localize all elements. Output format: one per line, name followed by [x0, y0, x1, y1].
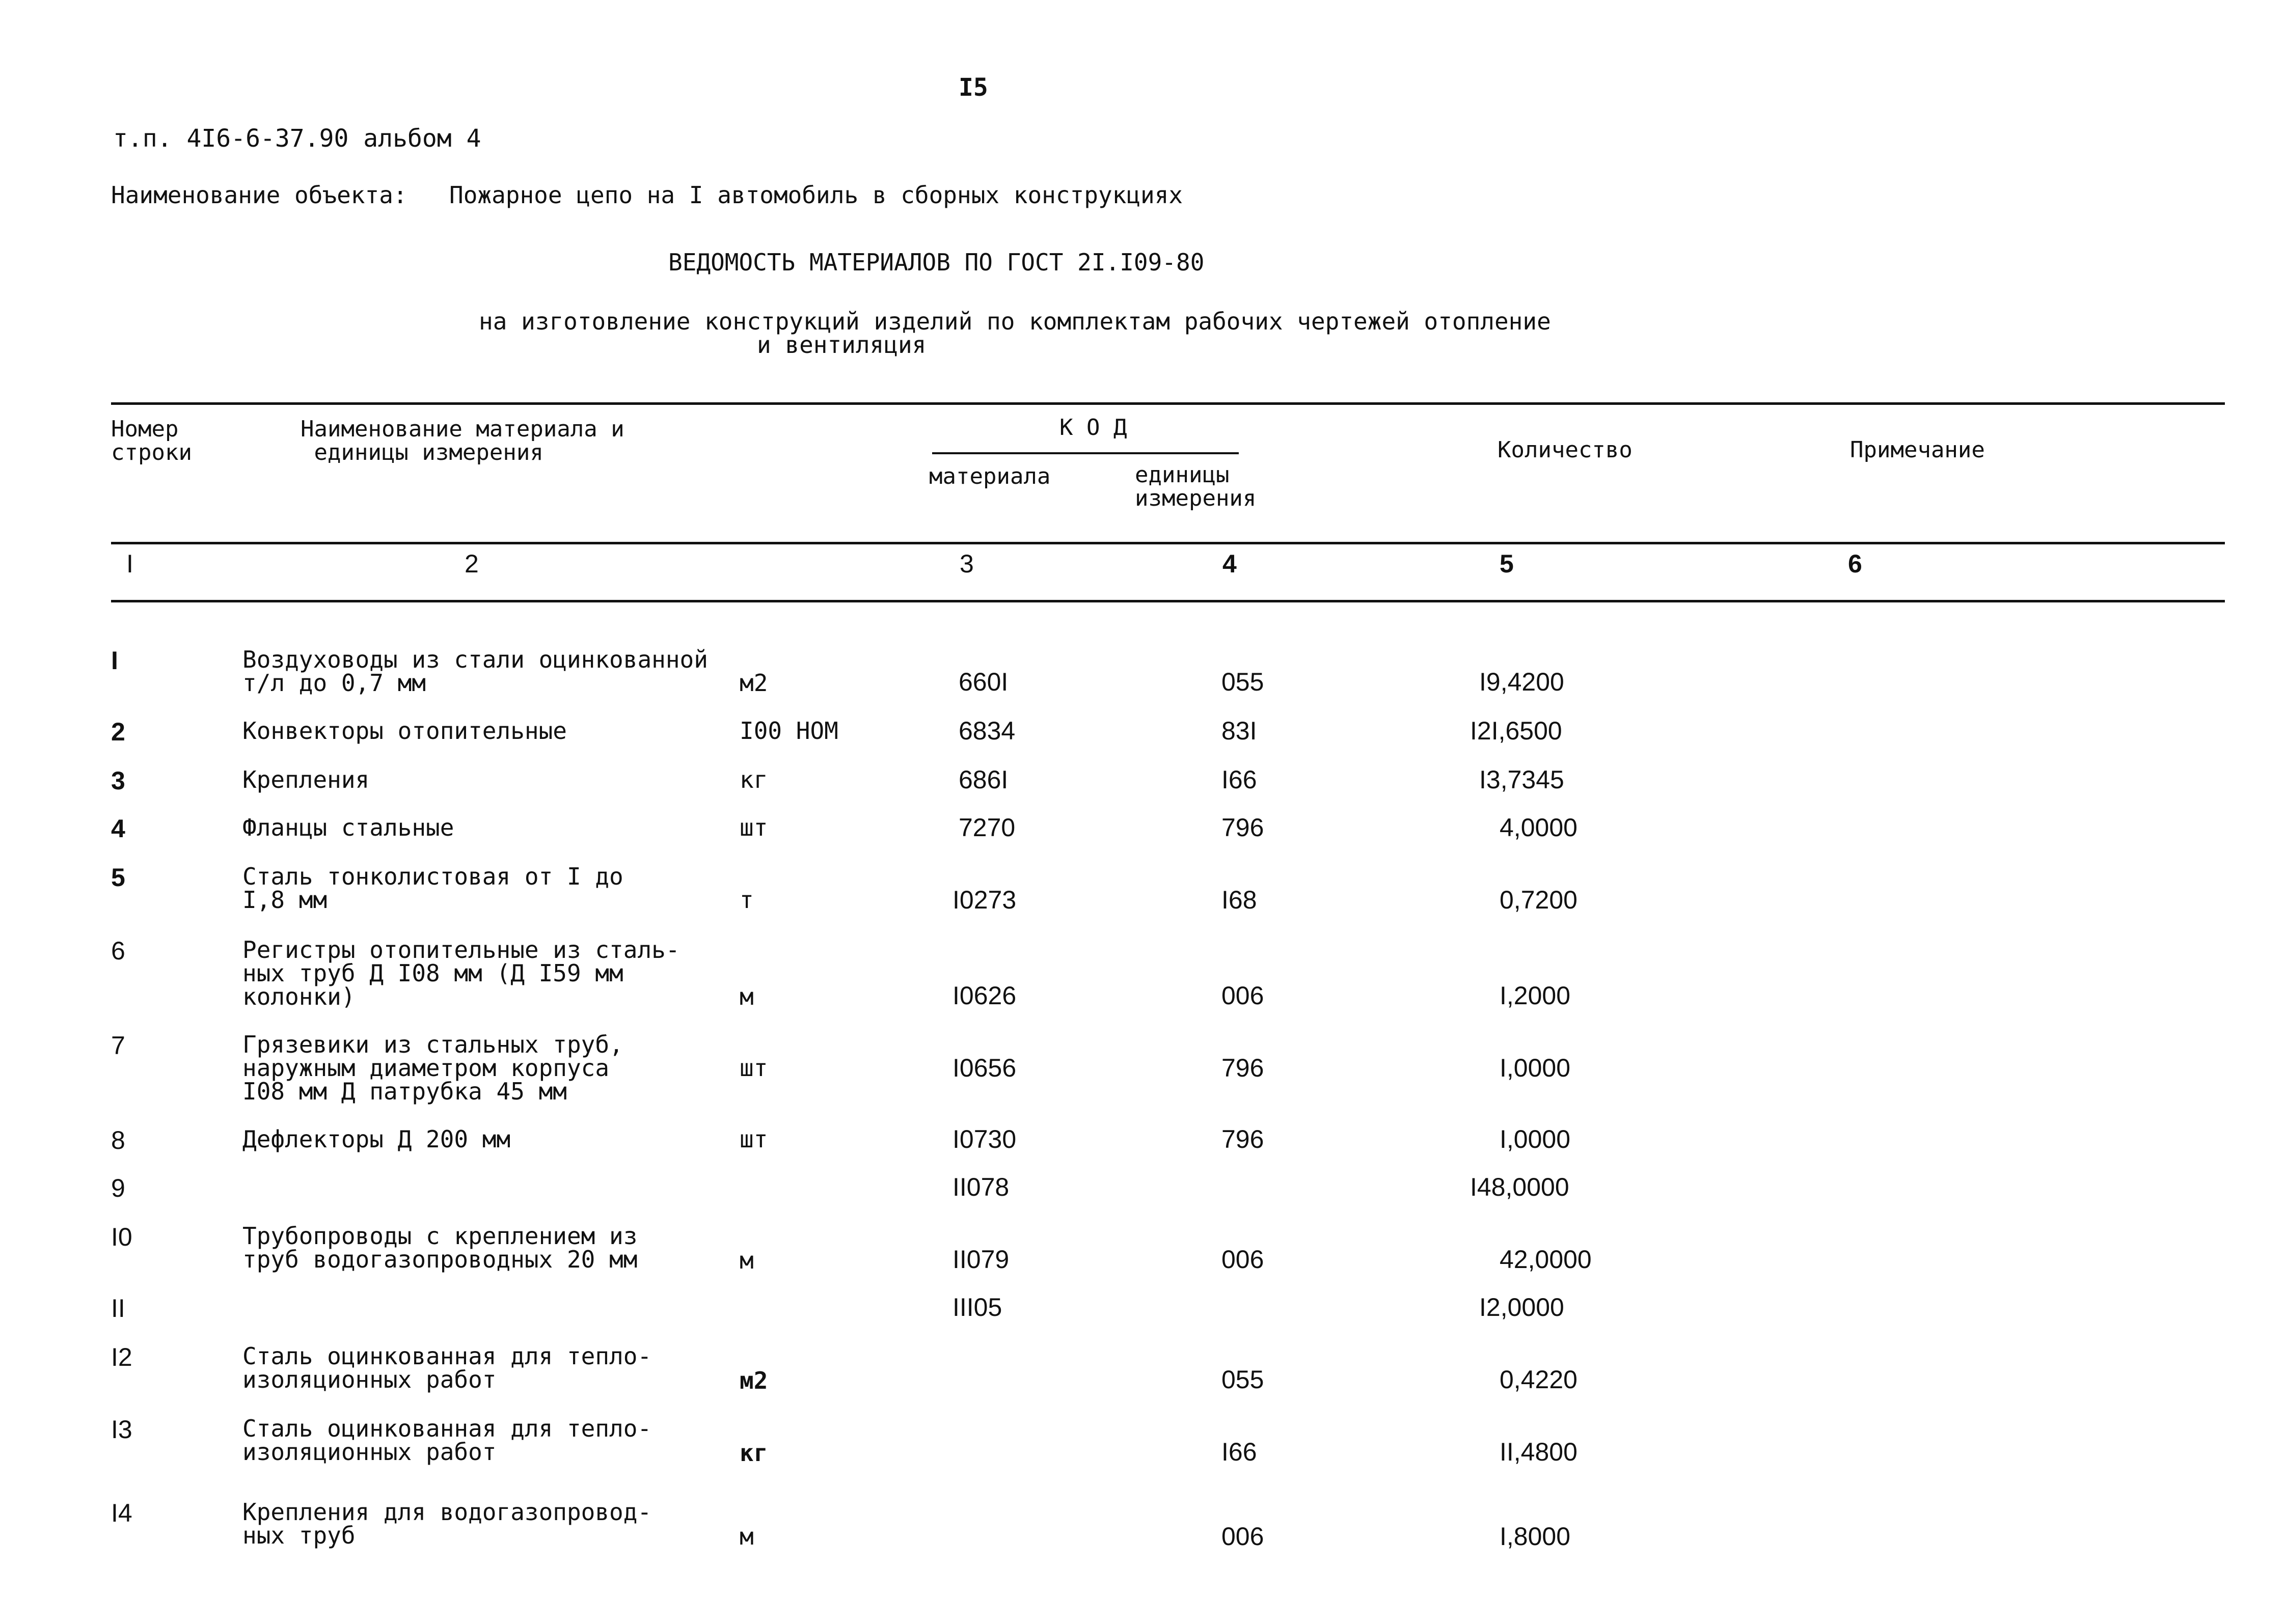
row-number: 6: [111, 937, 125, 965]
column-number-1: I: [126, 549, 133, 578]
row-quantity: I9,4200: [1479, 668, 1564, 696]
row-unit-code: 006: [1221, 981, 1264, 1010]
row-number: II: [111, 1294, 125, 1323]
row-material-code: II078: [953, 1173, 1010, 1201]
object-name: Пожарное цепо на I автомобиль в сборных конструкциях: [449, 181, 1183, 209]
column-number-3: 3: [960, 549, 974, 578]
row-material-name: Сталь оцинкованная для тепло- изоляционных работ: [242, 1415, 652, 1466]
row-unit-code: I68: [1221, 886, 1257, 914]
row-number: I0: [111, 1223, 132, 1251]
row-number: I: [111, 646, 118, 675]
row-unit: м2: [740, 669, 768, 697]
row-material-code: I0730: [953, 1125, 1017, 1153]
row-material-code: 7270: [959, 813, 1016, 842]
row-unit: кг: [740, 1439, 768, 1467]
row-unit: т: [740, 886, 754, 914]
document-subtitle-line1: на изготовление конструкций изделий по комплектам рабочих чертежей отопление: [479, 308, 1551, 335]
row-unit: м: [740, 1523, 754, 1550]
row-unit: шт: [740, 1125, 768, 1153]
row-material-name: Регистры отопительные из сталь- ных труб Д I08 мм (Д I59 мм колонки): [242, 936, 680, 1010]
row-unit-code: 006: [1221, 1245, 1264, 1274]
header-code: К О Д: [1059, 415, 1127, 441]
header-quantity: Количество: [1498, 437, 1632, 463]
document-subtitle-line2: и вентиляция: [757, 331, 927, 359]
row-quantity: I,2000: [1500, 981, 1571, 1010]
row-material-name: Грязевики из стальных труб, наружным диаметром корпуса I08 мм Д патрубка 45 мм: [242, 1031, 623, 1105]
column-number-4: 4: [1222, 549, 1237, 578]
header-bottom-rule: [111, 542, 2225, 544]
column-number-2: 2: [465, 549, 479, 578]
row-unit-code: 055: [1221, 1365, 1264, 1394]
row-quantity: I3,7345: [1479, 765, 1564, 794]
row-number: I2: [111, 1343, 132, 1371]
row-unit: кг: [740, 766, 768, 793]
object-label: Наименование объекта:: [111, 181, 407, 209]
row-number: 7: [111, 1031, 125, 1060]
row-material-code: 6834: [959, 717, 1016, 745]
row-unit-code: 83I: [1221, 717, 1257, 745]
code-group-rule: [932, 452, 1239, 454]
row-material-name: Крепления для водогазопровод- ных труб: [242, 1498, 652, 1549]
row-material-code: III05: [953, 1293, 1002, 1322]
row-unit: шт: [740, 1054, 768, 1082]
row-quantity: I,0000: [1500, 1125, 1571, 1153]
row-material-name: Фланцы стальные: [242, 814, 454, 841]
document-reference: т.п. 4I6-6-37.90 альбом 4: [113, 124, 481, 153]
row-material-code: I0626: [953, 981, 1017, 1010]
header-row-number: Номер строки: [111, 416, 192, 465]
row-material-name: Сталь тонколистовая от I до I,8 мм: [242, 863, 623, 914]
column-number-5: 5: [1500, 549, 1514, 578]
row-unit: I00 НОМ: [740, 717, 838, 745]
row-unit-code: 796: [1221, 1054, 1264, 1082]
row-number: 3: [111, 766, 125, 795]
table-top-rule: [111, 402, 2225, 405]
row-unit: м: [740, 983, 754, 1010]
row-material-name: Крепления: [242, 766, 370, 793]
row-material-name: Воздуховоды из стали оцинкованной т/л до 0,7 мм: [242, 646, 708, 697]
column-numbers-rule: [111, 600, 2225, 602]
row-quantity: I,8000: [1500, 1522, 1571, 1551]
row-quantity: I2,0000: [1479, 1293, 1564, 1322]
header-material-code: материала: [929, 463, 1051, 489]
row-material-code: 660I: [959, 668, 1009, 696]
row-unit: шт: [740, 814, 768, 841]
row-material-name: Конвекторы отопительные: [242, 717, 567, 745]
row-number: 9: [111, 1174, 125, 1202]
header-note: Примечание: [1850, 437, 1985, 463]
page-number: I5: [959, 73, 988, 102]
row-quantity: I48,0000: [1470, 1173, 1569, 1201]
row-quantity: 0,7200: [1500, 886, 1577, 914]
row-number: 2: [111, 718, 125, 746]
column-number-6: 6: [1848, 549, 1862, 578]
row-material-name: Сталь оцинкованная для тепло- изоляционных работ: [242, 1342, 652, 1393]
row-number: I4: [111, 1499, 132, 1527]
row-unit-code: 796: [1221, 813, 1264, 842]
header-unit-code: единицы измерения: [1135, 462, 1257, 511]
header-material-name: Наименование материала и единицы измерения: [301, 416, 624, 465]
row-material-code: 686I: [959, 765, 1009, 794]
row-unit-code: I66: [1221, 1438, 1257, 1466]
row-unit-code: I66: [1221, 765, 1257, 794]
row-quantity: II,4800: [1500, 1438, 1577, 1466]
row-material-name: Трубопроводы с креплением из труб водогазопроводных 20 мм: [242, 1222, 638, 1273]
document-title: ВЕДОМОСТЬ МАТЕРИАЛОВ ПО ГОСТ 2I.I09-80: [668, 249, 1205, 276]
row-unit: м2: [740, 1367, 768, 1394]
row-quantity: 4,0000: [1500, 813, 1577, 842]
row-material-code: I0656: [953, 1054, 1017, 1082]
row-unit-code: 796: [1221, 1125, 1264, 1153]
row-quantity: I2I,6500: [1470, 717, 1562, 745]
row-unit-code: 055: [1221, 668, 1264, 696]
row-number: 8: [111, 1126, 125, 1154]
row-unit-code: 006: [1221, 1522, 1264, 1551]
row-number: 4: [111, 814, 125, 843]
row-material-code: II079: [953, 1245, 1010, 1274]
row-material-name: Дефлекторы Д 200 мм: [242, 1125, 511, 1153]
row-number: I3: [111, 1415, 132, 1444]
row-unit: м: [740, 1247, 754, 1274]
row-number: 5: [111, 863, 125, 892]
row-material-code: I0273: [953, 886, 1017, 914]
row-quantity: I,0000: [1500, 1054, 1571, 1082]
row-quantity: 0,4220: [1500, 1365, 1577, 1394]
row-quantity: 42,0000: [1500, 1245, 1592, 1274]
